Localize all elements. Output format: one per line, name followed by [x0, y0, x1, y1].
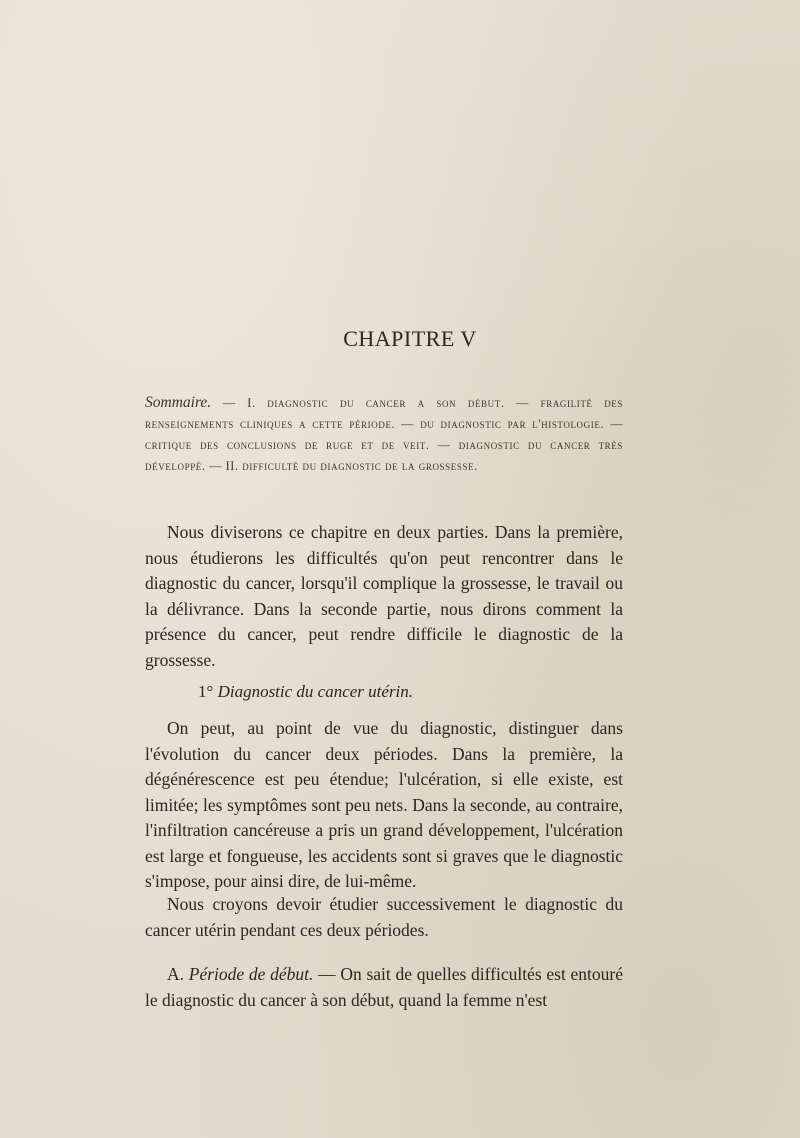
paragraph-text: On peut, au point de vue du diagnostic, distinguer dans l'évolution du cancer deux périodes. Dans la première, la dégénérescence est peu étendue; l'ulcération, si elle existe, est limitée; les symptômes sont peu nets. Dans la seconde, au contraire, l'infiltration cancéreuse a pris un grand développement, l'ulcération est large et fongueuse, les accidents sont si graves que le diagnostic s'impose, pour ainsi dire, de lui-même. [145, 718, 623, 891]
paragraph-text [145, 962, 623, 1013]
chapter-summary [145, 392, 623, 477]
paragraph-period-start [145, 962, 623, 1013]
paragraph-text: Nous croyons devoir étudier successivement le diagnostic du cancer utérin pendant ces deux périodes. [145, 894, 623, 940]
subsection-label: A. [167, 964, 189, 984]
paragraph-text: Nous diviserons ce chapitre en deux parties. Dans la première, nous étudierons les difficultés qu'on peut rencontrer dans le diagnostic du cancer, lorsqu'il complique la grossesse, le travail ou la délivrance. Dans la seconde partie, nous dirons comment la présence du cancer, peut rendre difficile le diagnostic de la grossesse. [145, 522, 623, 670]
chapter-title: CHAPITRE V [343, 326, 477, 351]
subsection-text: — On sait de quelles difficultés est entouré le diagnostic du cancer à son début, quand la femme n'est [145, 964, 624, 1010]
section-heading [198, 682, 413, 702]
summary-text: — I. diagnostic du cancer a son début. — fragilité des renseignements cliniques a cette période. — du diagnostic par l'histologie. — critique des conclusions de ruge et de veit. — diagnostic du cancer très développé. — II. difficulté du diagnostic de la grossesse. [145, 396, 623, 473]
subsection-title: Période de début. [188, 964, 314, 984]
paragraph-intro [145, 520, 623, 673]
summary-lead: Sommaire. [145, 394, 212, 411]
section-number: 1° [198, 682, 214, 701]
paragraph-study [145, 892, 623, 943]
paragraph-periods [145, 716, 623, 895]
section-title: Diagnostic du cancer utérin. [213, 682, 414, 701]
